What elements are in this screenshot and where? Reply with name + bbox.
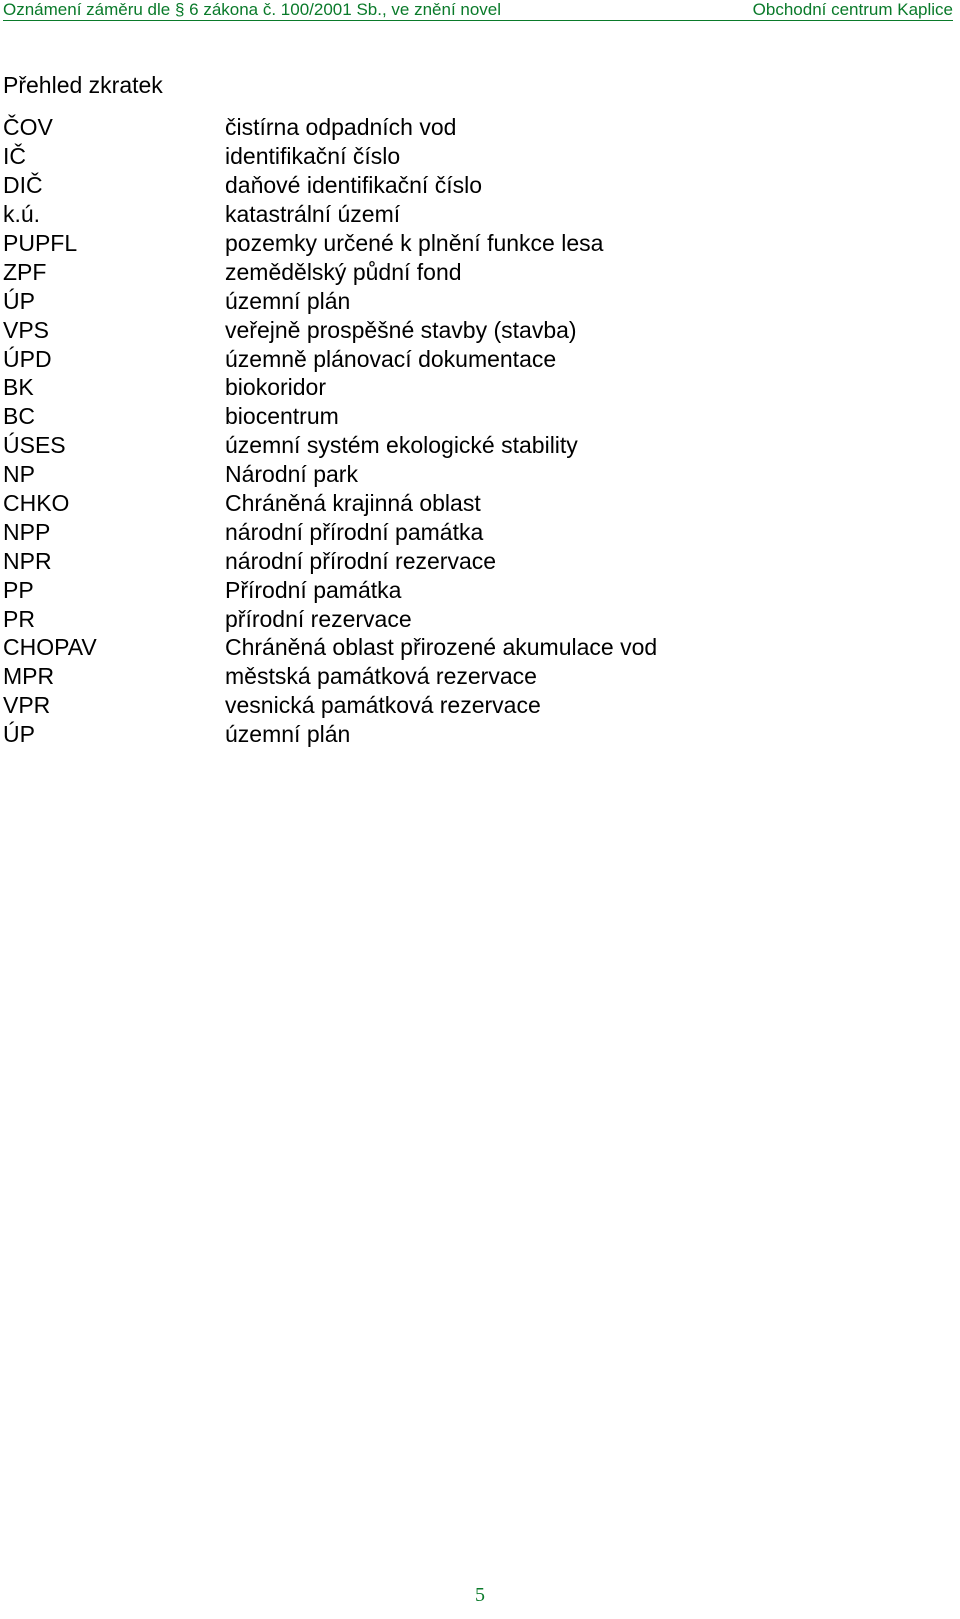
abbreviation-code: CHKO — [3, 490, 70, 517]
abbreviation-row — [3, 489, 943, 518]
abbreviation-row — [3, 286, 943, 315]
abbreviation-row — [3, 546, 943, 575]
page-number: 5 — [475, 1584, 485, 1606]
abbreviation-code: ZPF — [3, 258, 47, 285]
abbreviation-row — [3, 431, 943, 460]
abbreviation-meaning: Chráněná krajinná oblast — [225, 490, 481, 517]
abbreviation-row — [3, 229, 943, 258]
abbreviation-row — [3, 720, 943, 749]
abbreviation-row — [3, 402, 943, 431]
abbreviation-row — [3, 113, 943, 142]
abbreviation-meaning: veřejně prospěšné stavby (stavba) — [225, 316, 577, 343]
abbreviation-row — [3, 171, 943, 200]
abbreviation-code: PP — [3, 576, 34, 603]
abbreviation-row — [3, 142, 943, 171]
abbreviation-code: ÚSES — [3, 432, 66, 459]
abbreviation-meaning: daňové identifikační číslo — [225, 172, 482, 199]
abbreviation-meaning: biokoridor — [225, 374, 326, 401]
abbreviation-code: k.ú. — [3, 201, 41, 228]
abbreviation-meaning: národní přírodní rezervace — [225, 547, 497, 574]
abbreviation-code: BK — [3, 374, 34, 401]
abbreviation-code: ČOV — [3, 114, 53, 141]
abbreviation-row — [3, 200, 943, 229]
abbreviation-meaning: zemědělský půdní fond — [225, 258, 462, 285]
abbreviation-row — [3, 575, 943, 604]
abbreviation-meaning: přírodní rezervace — [225, 605, 412, 632]
abbreviation-row — [3, 373, 943, 402]
abbreviation-row — [3, 257, 943, 286]
abbreviation-code: ÚP — [3, 287, 35, 314]
abbreviation-code: ÚP — [3, 721, 35, 748]
abbreviation-row — [3, 315, 943, 344]
abbreviation-code: NP — [3, 461, 35, 488]
abbreviation-row — [3, 633, 943, 662]
abbreviation-row — [3, 517, 943, 546]
abbreviation-meaning: identifikační číslo — [225, 143, 401, 170]
abbreviation-row — [3, 460, 943, 489]
abbreviation-row — [3, 691, 943, 720]
abbreviation-meaning: čistírna odpadních vod — [225, 114, 457, 141]
abbreviation-meaning: městská památková rezervace — [225, 663, 537, 690]
abbreviation-code: ÚPD — [3, 345, 52, 372]
abbreviation-meaning: vesnická památková rezervace — [225, 692, 541, 719]
abbreviation-row — [3, 344, 943, 373]
header-document-title: Oznámení záměru dle § 6 zákona č. 100/2001 Sb., ve znění novel — [3, 0, 502, 19]
abbreviation-meaning: biocentrum — [225, 403, 339, 430]
abbreviation-code: NPR — [3, 547, 52, 574]
abbreviation-code: IČ — [3, 143, 26, 170]
abbreviation-code: DIČ — [3, 172, 43, 199]
abbreviation-code: NPP — [3, 518, 51, 545]
section-title: Přehled zkratek — [3, 72, 163, 98]
abbreviation-list — [3, 113, 943, 749]
header-project-name: Obchodní centrum Kaplice — [752, 0, 953, 19]
page-header — [3, 0, 953, 21]
abbreviation-row — [3, 604, 943, 633]
abbreviation-meaning: Chráněná oblast přirozené akumulace vod — [225, 634, 658, 661]
abbreviation-meaning: katastrální území — [225, 201, 401, 228]
abbreviation-row — [3, 662, 943, 691]
abbreviation-meaning: územní plán — [225, 721, 351, 748]
abbreviation-code: BC — [3, 403, 35, 430]
abbreviation-meaning: pozemky určené k plnění funkce lesa — [225, 230, 604, 256]
abbreviation-code: PR — [3, 605, 35, 632]
abbreviation-meaning: národní přírodní památka — [225, 518, 484, 545]
abbreviation-meaning: územní plán — [225, 287, 351, 314]
abbreviation-code: CHOPAV — [3, 634, 97, 661]
abbreviation-code: PUPFL — [3, 230, 78, 256]
abbreviation-code: MPR — [3, 663, 55, 690]
abbreviation-meaning: územní systém ekologické stability — [225, 432, 578, 459]
abbreviation-meaning: Národní park — [225, 461, 358, 488]
abbreviation-meaning: Přírodní památka — [225, 576, 402, 603]
abbreviation-code: VPS — [3, 316, 50, 343]
abbreviation-code: VPR — [3, 692, 51, 719]
abbreviation-meaning: územně plánovací dokumentace — [225, 345, 557, 372]
